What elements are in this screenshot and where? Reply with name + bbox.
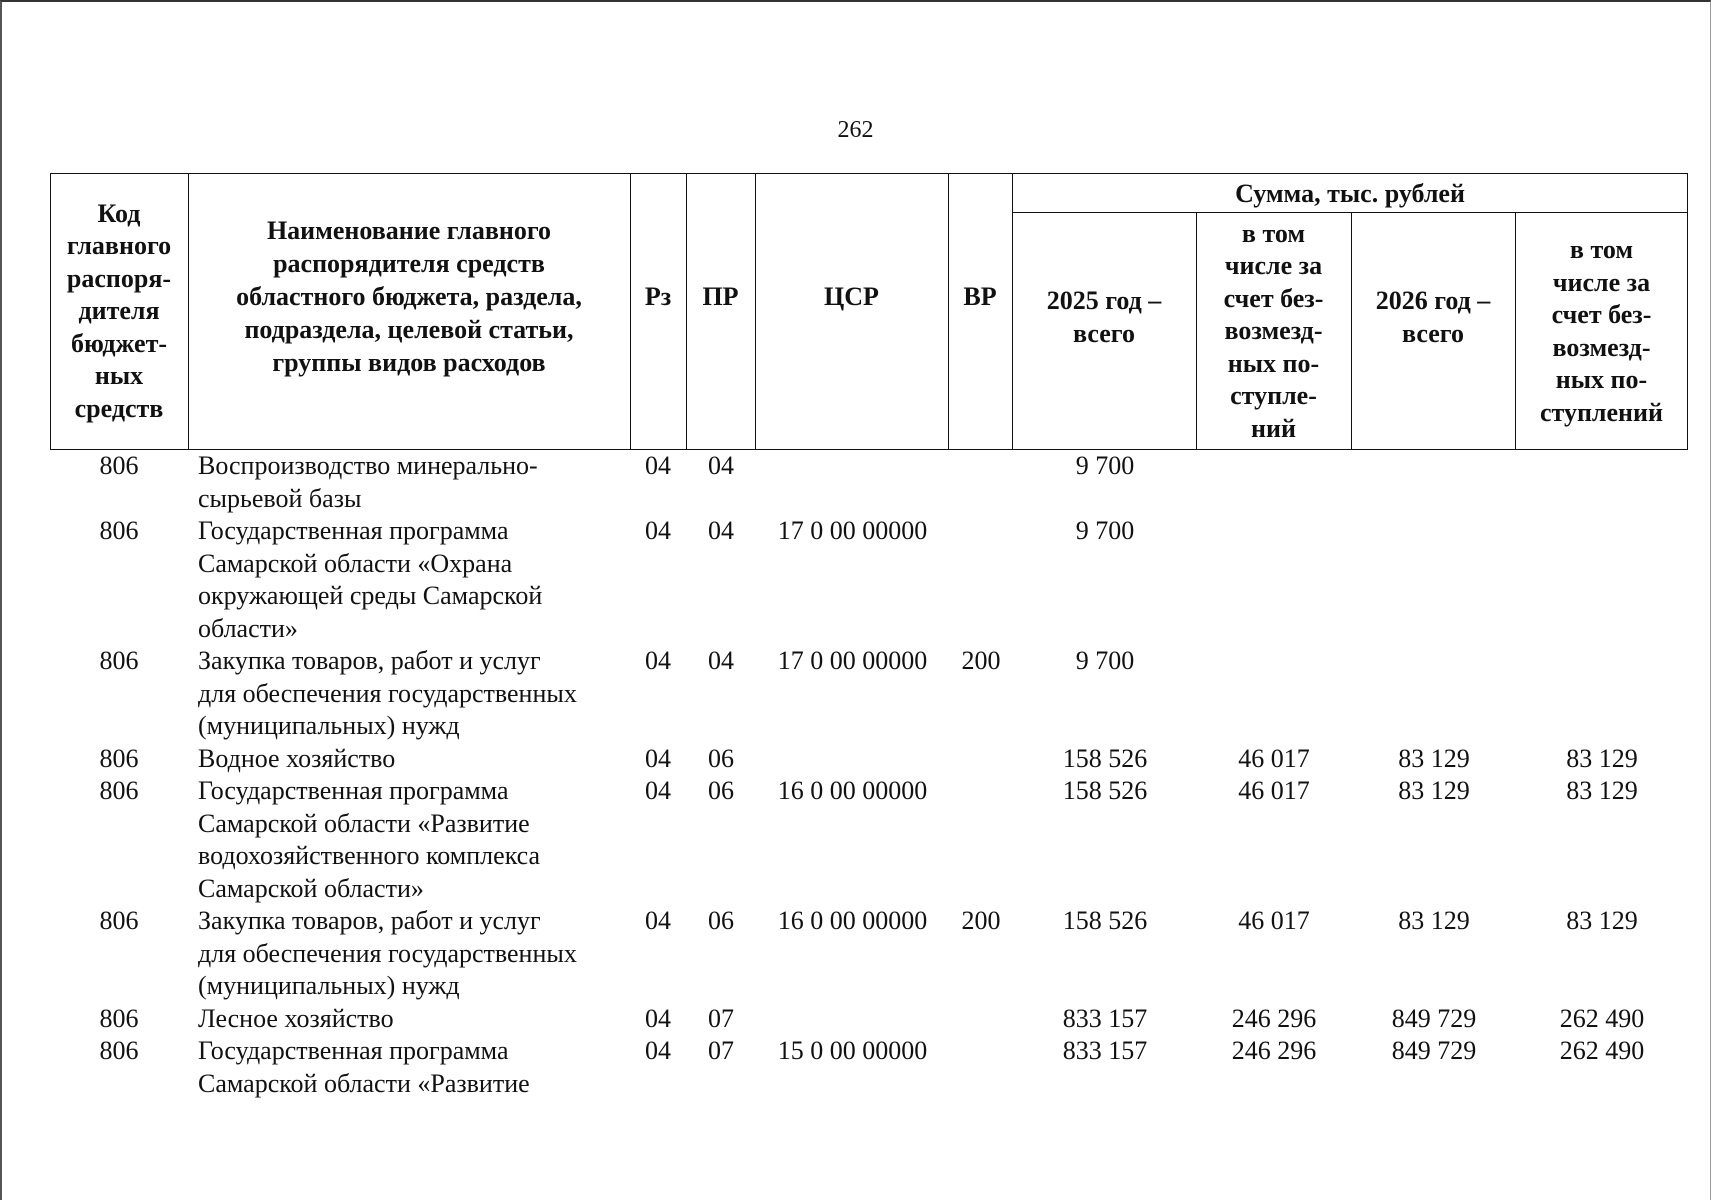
- table-row: [50, 515, 1688, 645]
- cell-sum-2026-free: 83 129: [1566, 743, 1638, 773]
- table-row: [50, 905, 1688, 1003]
- cell-sum-2025-free: 46 017: [1238, 906, 1310, 935]
- header-sum-2026-free: в том числе за счет без- возмезд- ных по- ступлений: [1539, 235, 1664, 427]
- cell-rz: 04: [645, 516, 671, 545]
- cell-sum-2025-free: 46 017: [1238, 776, 1310, 805]
- cell-code: 806: [99, 451, 139, 480]
- cell-sum-2025-free: 246 296: [1231, 1003, 1317, 1033]
- cell-sum-2026: 83 129: [1398, 906, 1470, 935]
- cell-rz: 04: [645, 776, 671, 805]
- cell-name: Государственная программа Самарской области «Развитие: [198, 1036, 530, 1098]
- header-vr: ВР: [963, 282, 997, 311]
- cell-code: 806: [99, 776, 139, 805]
- cell-name: Лесное хозяйство: [198, 1003, 394, 1033]
- table-row: [50, 1035, 1688, 1100]
- cell-pr: 04: [708, 516, 734, 545]
- cell-name: Закупка товаров, работ и услуг для обеспечения государственных (муниципальных) нужд: [198, 906, 577, 1000]
- header-rz: Рз: [644, 282, 672, 311]
- cell-vr: 200: [961, 906, 1001, 935]
- table-row: [50, 775, 1688, 905]
- cell-sum-2026: 849 729: [1391, 1036, 1477, 1065]
- cell-name: Водное хозяйство: [198, 743, 396, 773]
- cell-sum-2026: 849 729: [1391, 1003, 1477, 1033]
- cell-name: Государственная программа Самарской области «Развитие водохозяйственного комплекса Самарской области»: [198, 776, 541, 903]
- header-code: Код главного распоря- дителя бюджет- ных средств: [66, 198, 172, 423]
- cell-sum-2025: 833 157: [1062, 1036, 1148, 1065]
- table-row: [50, 743, 1688, 776]
- cell-rz: 04: [645, 743, 671, 773]
- cell-rz: 04: [645, 1036, 671, 1065]
- cell-sum-2025: 158 526: [1062, 776, 1148, 805]
- cell-sum-2026-free: 262 490: [1559, 1003, 1645, 1033]
- cell-sum-2025: 833 157: [1062, 1003, 1148, 1033]
- header-pr: ПР: [702, 282, 739, 311]
- cell-sum-2025: 9 700: [1075, 451, 1135, 480]
- cell-pr: 06: [708, 906, 734, 935]
- cell-sum-2026-free: 83 129: [1566, 906, 1638, 935]
- header-sum-2025-total: 2025 год – всего: [1046, 285, 1162, 348]
- cell-sum-2025: 9 700: [1075, 646, 1135, 675]
- cell-csr: 16 0 00 00000: [777, 776, 928, 805]
- cell-pr: 07: [708, 1003, 734, 1033]
- cell-pr: 04: [708, 646, 734, 675]
- cell-sum-2026: 83 129: [1398, 743, 1470, 773]
- header-csr: ЦСР: [824, 282, 879, 311]
- cell-rz: 04: [645, 1003, 671, 1033]
- cell-csr: 17 0 00 00000: [777, 516, 928, 545]
- cell-code: 806: [99, 1003, 139, 1033]
- cell-sum-2025-free: 246 296: [1231, 1036, 1317, 1065]
- cell-csr: 16 0 00 00000: [777, 906, 928, 935]
- header-name: Наименование главного распорядителя средств областного бюджета, раздела, подраздела, целевой статьи, группы видов расходов: [236, 216, 582, 377]
- table-row: [50, 450, 1688, 515]
- cell-code: 806: [99, 646, 139, 675]
- cell-sum-2026-free: 262 490: [1559, 1036, 1645, 1065]
- cell-pr: 06: [708, 776, 734, 805]
- cell-rz: 04: [645, 906, 671, 935]
- cell-sum-2025: 158 526: [1062, 743, 1148, 773]
- cell-sum-2026: 83 129: [1398, 776, 1470, 805]
- header-sum-group: Сумма, тыс. рублей: [1235, 178, 1465, 208]
- cell-code: 806: [99, 906, 139, 935]
- cell-sum-2026-free: 83 129: [1566, 776, 1638, 805]
- cell-sum-2025: 9 700: [1075, 516, 1135, 545]
- table-body: [50, 450, 1688, 1100]
- cell-pr: 06: [708, 743, 734, 773]
- table-row: [50, 645, 1688, 743]
- cell-vr: 200: [961, 646, 1001, 675]
- cell-name: Государственная программа Самарской области «Охрана окружающей среды Самарской области»: [198, 516, 543, 643]
- cell-sum-2025-free: 46 017: [1238, 743, 1310, 773]
- header-sum-2025-free: в том числе за счет без- возмезд- ных по- ступле- ний: [1223, 218, 1324, 443]
- cell-rz: 04: [645, 451, 671, 480]
- cell-csr: 17 0 00 00000: [777, 646, 928, 675]
- cell-name: Закупка товаров, работ и услуг для обеспечения государственных (муниципальных) нужд: [198, 646, 577, 740]
- cell-code: 806: [99, 743, 139, 773]
- cell-pr: 04: [708, 451, 734, 480]
- cell-sum-2025: 158 526: [1062, 906, 1148, 935]
- cell-rz: 04: [645, 646, 671, 675]
- header-sum-2026-total: 2026 год – всего: [1375, 285, 1491, 348]
- page-number: 262: [837, 117, 874, 143]
- cell-code: 806: [99, 1036, 139, 1065]
- cell-name: Воспроизводство минерально- сырьевой базы: [198, 451, 538, 513]
- cell-pr: 07: [708, 1036, 734, 1065]
- cell-code: 806: [99, 516, 139, 545]
- table-row: [50, 1003, 1688, 1036]
- cell-csr: 15 0 00 00000: [777, 1036, 928, 1065]
